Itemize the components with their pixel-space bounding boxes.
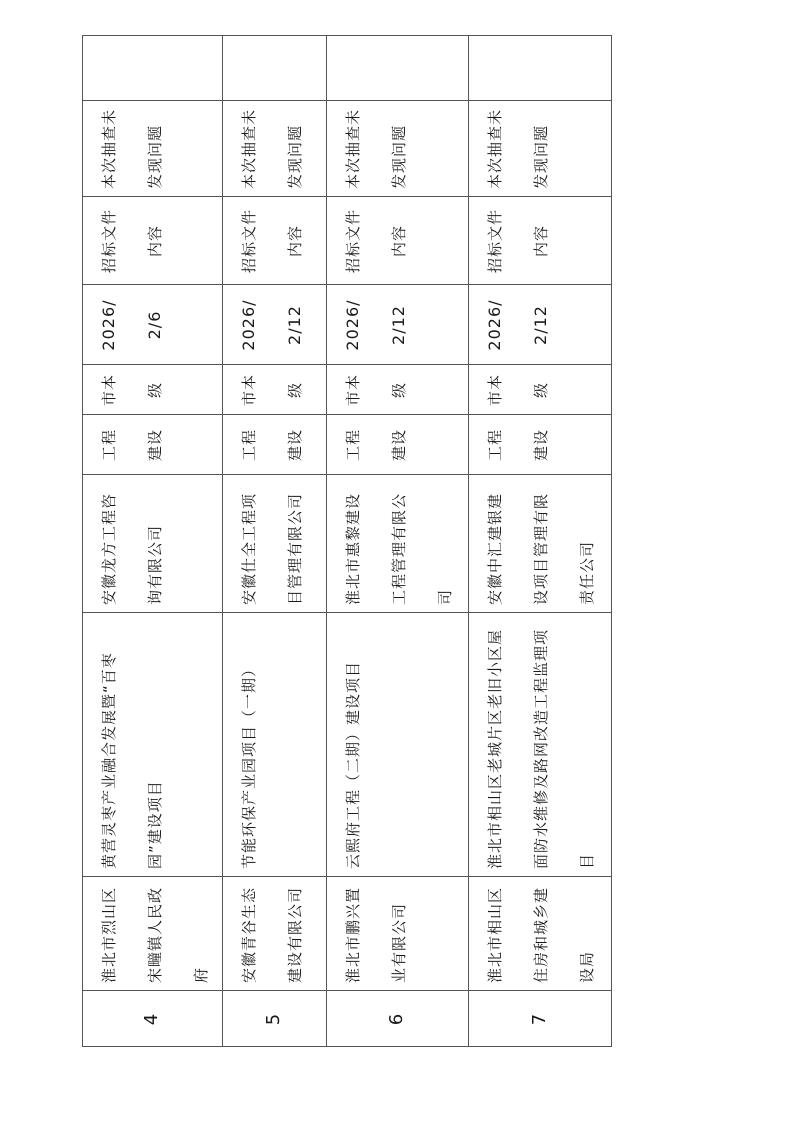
agency-cell: 安徽龙方工程咨询有限公司 — [100, 492, 164, 605]
type-cell: 工程建设 — [486, 429, 550, 462]
project-cell: 淮北市相山区老城片区老旧小区屋面防水维修及路网改造工程监理项目 — [486, 628, 596, 869]
agency-cell: 淮北市惠黎建设工程管理有限公司 — [344, 492, 454, 605]
project-cell: 节能环保产业园项目（一期） — [240, 660, 258, 869]
scope-cell: 招标文件内容 — [240, 209, 304, 274]
agency-cell: 安徽仕全工程项目管理有限公司 — [240, 492, 304, 605]
level-cell: 市本级 — [240, 374, 304, 407]
level-cell: 市本级 — [344, 374, 408, 407]
scope-cell: 招标文件内容 — [486, 209, 550, 274]
result-cell: 本次抽查未发现问题 — [100, 108, 164, 189]
remark-cell — [468, 36, 611, 101]
row-number: 7 — [529, 1012, 550, 1026]
table-grid — [82, 35, 612, 1047]
owner-cell: 安徽青谷生态建设有限公司 — [240, 886, 304, 983]
agency-cell: 安徽中汇建银建设项目管理有限责任公司 — [486, 492, 596, 605]
remark-cell — [222, 36, 326, 101]
audit-table — [82, 35, 612, 1047]
result-cell: 本次抽查未发现问题 — [486, 108, 550, 189]
type-cell: 工程建设 — [240, 429, 304, 462]
type-cell: 工程建设 — [100, 429, 164, 462]
owner-cell: 淮北市鹏兴置业有限公司 — [344, 886, 408, 983]
owner-cell: 淮北市相山区住房和城乡建设局 — [486, 886, 596, 983]
owner-cell: 淮北市烈山区宋疃镇人民政府 — [100, 886, 210, 983]
row-number: 6 — [386, 1012, 407, 1026]
project-cell: 黄营灵枣产业融合发展暨“百枣园”建设项目 — [100, 652, 164, 869]
row-number: 5 — [263, 1012, 284, 1026]
result-cell: 本次抽查未发现问题 — [344, 108, 408, 189]
date-cell: 2026/2/6 — [99, 299, 164, 351]
level-cell: 市本级 — [486, 374, 550, 407]
row-number: 4 — [141, 1012, 162, 1026]
project-cell: 云熙府工程（二期）建设项目 — [344, 660, 362, 869]
date-cell: 2026/2/12 — [239, 299, 304, 351]
remark-cell — [326, 36, 468, 101]
result-cell: 本次抽查未发现问题 — [240, 108, 304, 189]
remark-cell — [82, 36, 222, 101]
scope-cell: 招标文件内容 — [100, 209, 164, 274]
type-cell: 工程建设 — [344, 429, 408, 462]
date-cell: 2026/2/12 — [343, 299, 408, 351]
level-cell: 市本级 — [100, 374, 164, 407]
date-cell: 2026/2/12 — [485, 299, 550, 351]
scope-cell: 招标文件内容 — [344, 209, 408, 274]
